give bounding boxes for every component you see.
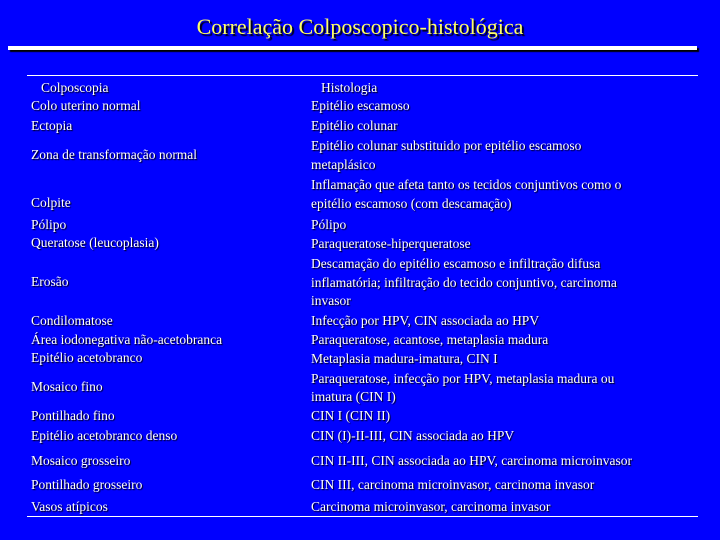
histology-finding: Paraqueratose, infecção por HPV, metaplasia madura ou xyxy=(311,371,615,386)
column-header-histologia: Histologia xyxy=(321,80,378,95)
histology-finding: Epitélio colunar substituido por epitélio escamoso xyxy=(311,138,582,153)
column-header-colposcopia: Colposcopia xyxy=(41,80,109,95)
colposcopy-finding: Epitélio acetobranco denso xyxy=(31,428,178,443)
histology-finding: Infecção por HPV, CIN associada ao HPV xyxy=(311,313,540,328)
colposcopy-finding: Mosaico grosseiro xyxy=(31,453,131,468)
colposcopy-finding: Queratose (leucoplasia) xyxy=(31,235,159,250)
histology-finding: Inflamação que afeta tanto os tecidos conjuntivos como o xyxy=(311,177,622,192)
histology-finding: imatura (CIN I) xyxy=(311,389,396,404)
histology-finding: CIN III, carcinoma microinvasor, carcinoma invasor xyxy=(311,477,595,492)
histology-finding: Pólipo xyxy=(311,217,347,232)
colposcopy-finding: Zona de transformação normal xyxy=(31,147,198,162)
colposcopy-finding: Pontilhado fino xyxy=(31,408,115,423)
slide-title: Correlação Colposcopico-histológica xyxy=(196,14,524,39)
histology-finding: Carcinoma microinvasor, carcinoma invasor xyxy=(311,499,551,514)
table-top-rule xyxy=(27,75,698,76)
histology-finding: inflamatória; infiltração do tecido conjuntivo, carcinoma xyxy=(311,275,617,290)
histology-finding: invasor xyxy=(311,293,351,308)
colposcopy-finding: Colpite xyxy=(31,195,71,210)
histology-finding: Epitélio colunar xyxy=(311,118,398,133)
histology-finding: Paraqueratose-hiperqueratose xyxy=(311,236,471,251)
histology-finding: Paraqueratose, acantose, metaplasia madura xyxy=(311,332,549,347)
title-divider xyxy=(8,46,697,50)
colposcopy-finding: Área iodonegativa não-acetobranca xyxy=(31,332,223,347)
histology-finding: CIN I (CIN II) xyxy=(311,408,391,423)
colposcopy-finding: Epitélio acetobranco xyxy=(31,350,143,365)
histology-finding: Descamação do epitélio escamoso e infiltração difusa xyxy=(311,256,601,271)
histology-finding: metaplásico xyxy=(311,157,376,172)
histology-finding: CIN II-III, CIN associada ao HPV, carcinoma microinvasor xyxy=(311,453,633,468)
colposcopy-finding: Vasos atípicos xyxy=(31,499,108,514)
histology-finding: CIN (I)-II-III, CIN associada ao HPV xyxy=(311,428,515,443)
histology-finding: epitélio escamoso (com descamação) xyxy=(311,196,512,211)
colposcopy-finding: Mosaico fino xyxy=(31,379,103,394)
histology-finding: Metaplasia madura-imatura, CIN I xyxy=(311,351,498,366)
colposcopy-finding: Colo uterino normal xyxy=(31,98,141,113)
colposcopy-finding: Erosão xyxy=(31,274,69,289)
colposcopy-finding: Pontilhado grosseiro xyxy=(31,477,143,492)
histology-finding: Epitélio escamoso xyxy=(311,98,410,113)
colposcopy-finding: Condilomatose xyxy=(31,313,113,328)
table-bottom-rule xyxy=(27,516,698,517)
colposcopy-finding: Pólipo xyxy=(31,217,67,232)
colposcopy-finding: Ectopia xyxy=(31,118,73,133)
